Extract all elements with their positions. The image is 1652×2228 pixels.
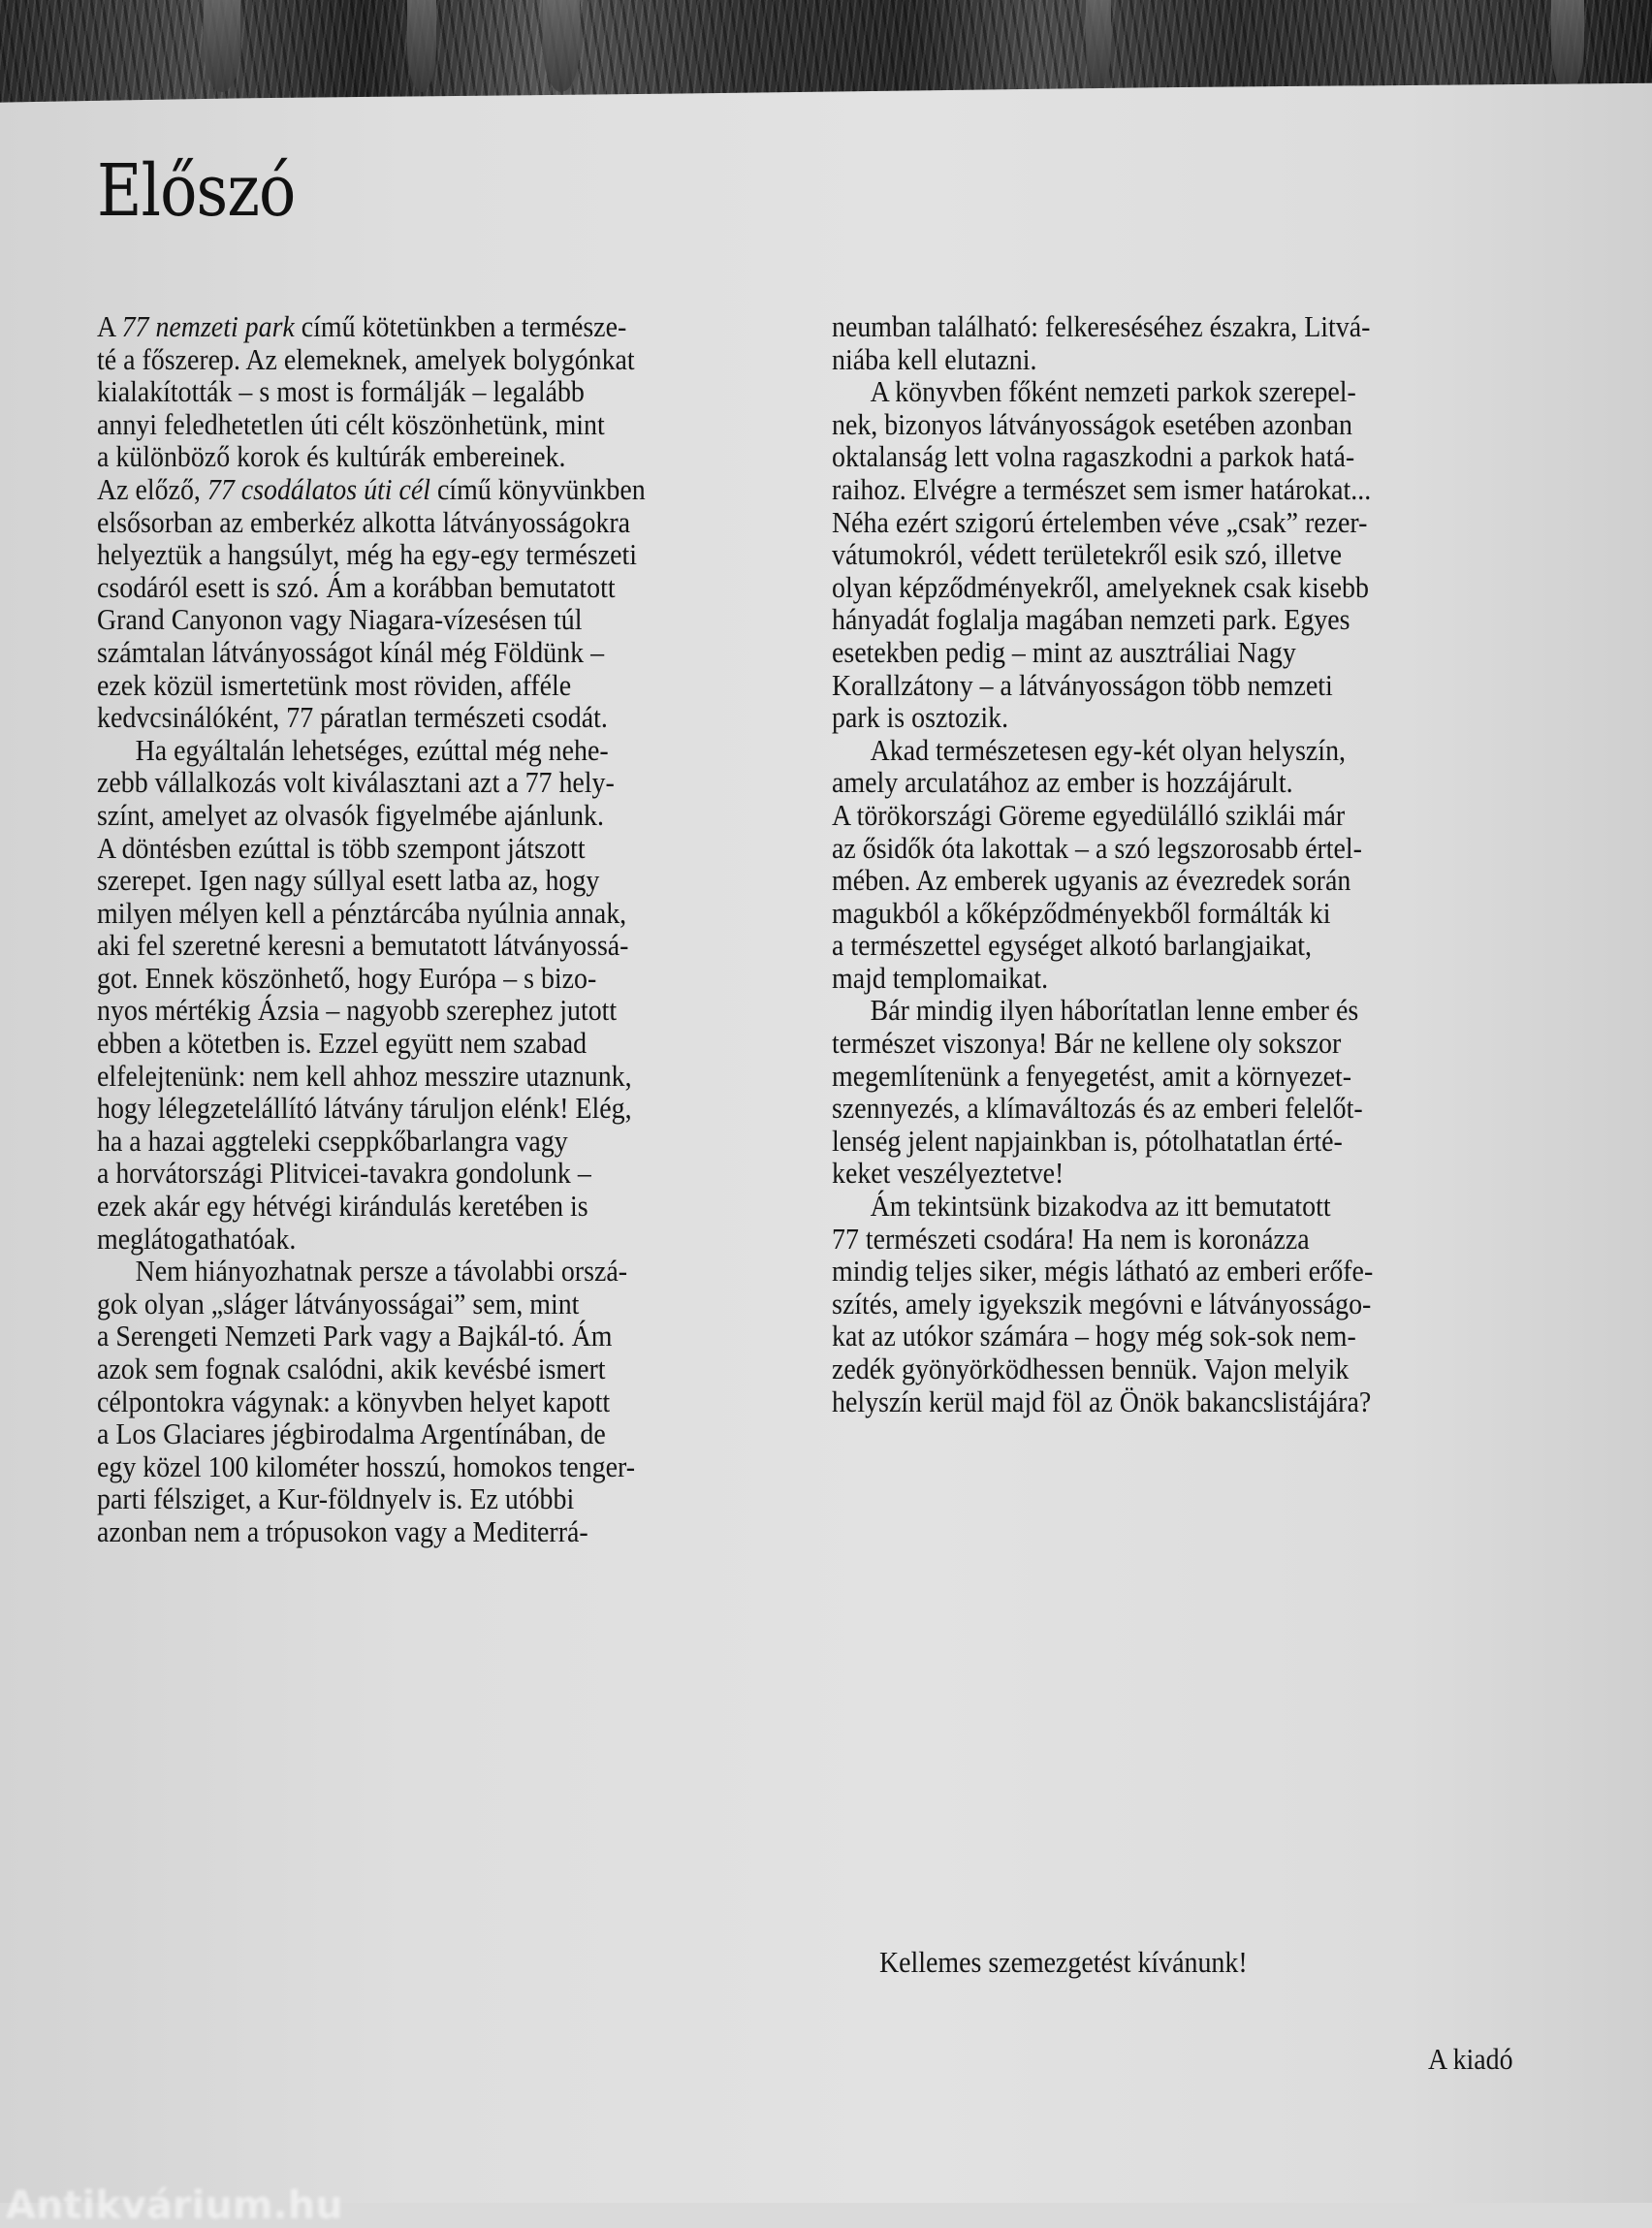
text-line	[832, 343, 1477, 376]
text-line	[97, 603, 734, 636]
text-run: kialakították – s most is formálják – legalább	[97, 374, 585, 409]
text-run: ezek közül ismertetünk most röviden, afféle	[97, 667, 572, 702]
text-line	[97, 636, 734, 669]
text-line	[832, 669, 1477, 702]
text-line	[832, 310, 1477, 343]
text-run: Az előző,	[97, 471, 207, 506]
text-run: azok sem fognak csalódni, akik kevésbé ismert	[97, 1352, 606, 1385]
text-line	[832, 701, 1477, 734]
text-line	[97, 1482, 734, 1515]
page-title: Előszó	[97, 149, 296, 233]
text-line	[832, 1255, 1477, 1288]
text-line	[832, 734, 1477, 767]
text-line	[832, 994, 1477, 1027]
text-line	[832, 1320, 1477, 1353]
text-run: aki fel szeretné keresni a bemutatott látványossá-	[97, 928, 629, 963]
text-line	[832, 1288, 1477, 1321]
text-line	[97, 506, 734, 539]
book-title-italic: 77 csodálatos úti cél	[206, 471, 431, 506]
text-run: színt, amelyet az olvasók figyelmébe ajánlunk.	[97, 797, 604, 832]
text-line	[97, 1255, 734, 1288]
text-run: 77 természeti csodára! Ha nem is koronázza	[832, 1221, 1310, 1256]
text-line	[97, 1157, 734, 1190]
text-run: Nem hiányozhatnak persze a távolabbi orszá-	[135, 1254, 628, 1289]
text-run: A döntésben ezúttal is több szempont játszott	[97, 830, 586, 865]
text-line	[97, 1060, 734, 1093]
text-run: meglátogathatóak.	[97, 1221, 297, 1256]
text-line	[97, 1288, 734, 1321]
text-run: Bár mindig ilyen háborítatlan lenne ember és	[870, 993, 1359, 1028]
text-line	[97, 766, 734, 799]
text-line	[97, 408, 734, 441]
text-run: elfelejtenünk: nem kell ahhoz messzire utaznunk,	[97, 1058, 632, 1093]
text-line	[832, 506, 1477, 539]
text-line	[97, 734, 734, 767]
text-line	[832, 1060, 1477, 1093]
text-run: zedék gyönyörködhessen bennük. Vajon melyik	[832, 1352, 1350, 1385]
text-line	[97, 669, 734, 702]
leaf-shape	[1086, 0, 1111, 92]
text-line	[97, 832, 734, 865]
text-run: esetekben pedig – mint az ausztráliai Nagy	[832, 634, 1296, 669]
text-line	[832, 636, 1477, 669]
text-line	[832, 766, 1477, 799]
text-run: a Los Glaciares jégbirodalma Argentínában, de	[97, 1416, 606, 1451]
text-line	[97, 310, 734, 343]
text-run: amely arculatához az ember is hozzájárult.	[832, 765, 1293, 800]
text-line	[832, 1092, 1477, 1125]
text-line	[832, 1027, 1477, 1060]
text-run: ebben a kötetben is. Ezzel együtt nem szabad	[97, 1026, 588, 1061]
text-line	[832, 571, 1477, 604]
text-run: című könyvünkben	[430, 471, 646, 506]
text-line	[97, 473, 734, 506]
text-run: A törökországi Göreme egyedülálló sziklái már	[832, 797, 1346, 832]
text-run: mindig teljes siker, mégis látható az emberi erőfe-	[832, 1254, 1374, 1289]
text-run: nek, bizonyos látványosságok esetében azonban	[832, 406, 1352, 441]
text-line	[832, 929, 1477, 962]
header-photo-crocus-field	[0, 0, 1652, 107]
text-run: csodáról esett is szó. Ám a korábban bemutatott	[97, 569, 616, 604]
text-line	[832, 897, 1477, 930]
text-run: a természettel egységet alkotó barlangjaikat,	[832, 928, 1313, 963]
text-run: té a főszerep. Az elemeknek, amelyek bolygónkat	[97, 341, 635, 376]
text-run: egy közel 100 kilométer hosszú, homokos tenger-	[97, 1448, 635, 1483]
text-run: milyen mélyen kell a pénztárcába nyúlnia annak,	[97, 895, 627, 930]
signature: A kiadó	[1428, 2042, 1513, 2076]
text-run: Korallzátony – a látványosságon több nemzeti	[832, 667, 1333, 702]
text-run: lenség jelent napjainkban is, pótolhatatlan érté-	[832, 1123, 1343, 1158]
text-run: a Serengeti Nemzeti Park vagy a Bajkál-tó. Ám	[97, 1319, 613, 1353]
text-line	[832, 1157, 1477, 1190]
right-text-column	[832, 310, 1549, 1417]
text-line	[97, 799, 734, 832]
text-line	[97, 701, 734, 734]
text-run: majd templomaikat.	[832, 960, 1049, 995]
text-run: megemlítenünk a fenyegetést, amit a környezet-	[832, 1058, 1352, 1093]
text-run: got. Ennek köszönhető, hogy Európa – s bizo-	[97, 960, 597, 995]
text-line	[832, 962, 1477, 995]
text-line	[832, 1353, 1477, 1385]
text-run: ezek akár egy hétvégi kirándulás keretében is	[97, 1189, 588, 1224]
text-run: zebb vállalkozás volt kiválasztani azt a 77 hely-	[97, 765, 615, 800]
left-text-column	[97, 310, 805, 1548]
text-run: hogy lélegzetelállító látvány táruljon elénk! Elég,	[97, 1091, 632, 1126]
text-line	[97, 1320, 734, 1353]
text-line	[832, 408, 1477, 441]
text-line	[97, 929, 734, 962]
text-run: helyeztük a hangsúlyt, még ha egy-egy természeti	[97, 537, 638, 572]
text-line	[832, 832, 1477, 865]
text-run: niába kell elutazni.	[832, 341, 1037, 376]
text-run: Néha ezért szigorú értelemben véve „csak” rezer-	[832, 504, 1368, 539]
text-line	[832, 1125, 1477, 1158]
leaf-shape	[204, 0, 240, 92]
text-line	[832, 603, 1477, 636]
closing-line: Kellemes szemezgetést kívánunk!	[879, 1945, 1248, 1979]
text-line	[97, 1125, 734, 1158]
text-run: az ősidők óta lakottak – a szó legszorosabb értel-	[832, 830, 1362, 865]
text-run: Akad természetesen egy-két olyan helyszín,	[870, 732, 1347, 767]
leaf-shape	[543, 0, 580, 92]
leaf-shape	[1551, 0, 1584, 92]
text-line	[97, 538, 734, 571]
text-run: A	[97, 309, 122, 343]
text-run: magukból a kőképződményekből formálták ki	[832, 895, 1331, 930]
text-run: célpontokra vágynak: a könyvben helyet kapott	[97, 1384, 611, 1418]
text-run: keket veszélyeztetve!	[832, 1156, 1064, 1191]
text-line	[97, 1385, 734, 1418]
text-line	[832, 864, 1477, 897]
text-run: szennyezés, a klímaváltozás és az emberi felelőt-	[832, 1091, 1363, 1126]
text-run: parti félsziget, a Kur-földnyelv is. Ez utóbbi	[97, 1481, 575, 1516]
text-run: raihoz. Elvégre a természet sem ismer határokat...	[832, 471, 1372, 506]
text-run: helyszín kerül majd föl az Önök bakancslistájára?	[832, 1384, 1372, 1418]
text-line	[97, 1515, 734, 1548]
text-run: oktalanság lett volna ragaszkodni a parkok hatá-	[832, 439, 1355, 474]
text-run: Grand Canyonon vagy Niagara-vízesésen túl	[97, 602, 583, 637]
text-run: neumban található: felkereséséhez északra, Litvá-	[832, 309, 1371, 343]
text-run: park is osztozik.	[832, 700, 1009, 735]
text-run: annyi feledhetetlen úti célt köszönhetünk, mint	[97, 406, 605, 441]
text-run: a horvátországi Plitvicei-tavakra gondolunk –	[97, 1156, 591, 1191]
text-line	[832, 538, 1477, 571]
text-run: hányadát foglalja magában nemzeti park. Egyes	[832, 602, 1350, 637]
text-line	[97, 1223, 734, 1256]
text-run: számtalan látványosságot kínál még Földünk –	[97, 634, 605, 669]
text-run: A könyvben főként nemzeti parkok szerepel-	[870, 374, 1356, 409]
text-line	[97, 1190, 734, 1223]
text-line	[97, 343, 734, 376]
text-run: azonban nem a trópusokon vagy a Mediterrá-	[97, 1513, 588, 1548]
text-line	[97, 1092, 734, 1125]
text-line	[97, 375, 734, 408]
text-run: nyos mértékig Ázsia – nagyobb szerephez jutott	[97, 993, 618, 1028]
text-run: szerepet. Igen nagy súllyal esett latba az, hogy	[97, 863, 600, 898]
text-line	[97, 864, 734, 897]
text-line	[832, 375, 1477, 408]
text-run: olyan képződményekről, amelyeknek csak kisebb	[832, 569, 1369, 604]
text-line	[97, 994, 734, 1027]
text-line	[832, 1385, 1477, 1418]
text-line	[832, 1190, 1477, 1223]
text-run: szítés, amely igyekszik megóvni e látványosságo-	[832, 1286, 1372, 1321]
text-run: Ám tekintsünk bizakodva az itt bemutatott	[870, 1189, 1331, 1224]
text-line	[97, 1353, 734, 1385]
text-run: kat az utókor számára – hogy még sok-sok nem-	[832, 1319, 1356, 1353]
text-line	[832, 799, 1477, 832]
text-run: című kötetünkben a természe-	[294, 309, 627, 343]
text-run: mében. Az emberek ugyanis az évezredek során	[832, 863, 1351, 898]
text-run: a különböző korok és kultúrák embereinek.	[97, 439, 566, 474]
leaf-shape	[407, 0, 436, 92]
text-line	[97, 1027, 734, 1060]
text-line	[832, 440, 1477, 473]
text-run: kedvcsinálóként, 77 páratlan természeti csodát.	[97, 700, 608, 735]
text-run: természet viszonya! Bár ne kellene oly sokszor	[832, 1026, 1342, 1061]
text-line	[832, 473, 1477, 506]
text-line	[97, 1417, 734, 1450]
text-run: elsősorban az emberkéz alkotta látványosságokra	[97, 504, 631, 539]
watermark: Antikvárium.hu	[6, 2183, 343, 2228]
text-run: vátumokról, védett területekről esik szó, illetve	[832, 537, 1343, 572]
text-line	[97, 897, 734, 930]
text-line	[97, 1450, 734, 1483]
text-line	[97, 962, 734, 995]
text-line	[832, 1223, 1477, 1256]
text-line	[97, 571, 734, 604]
text-run: gok olyan „sláger látványosságai” sem, mint	[97, 1286, 580, 1321]
book-title-italic: 77 nemzeti park	[121, 309, 295, 343]
text-run: Ha egyáltalán lehetséges, ezúttal még nehe-	[135, 732, 609, 767]
text-run: ha a hazai aggteleki cseppkőbarlangra vagy	[97, 1123, 568, 1158]
text-line	[97, 440, 734, 473]
